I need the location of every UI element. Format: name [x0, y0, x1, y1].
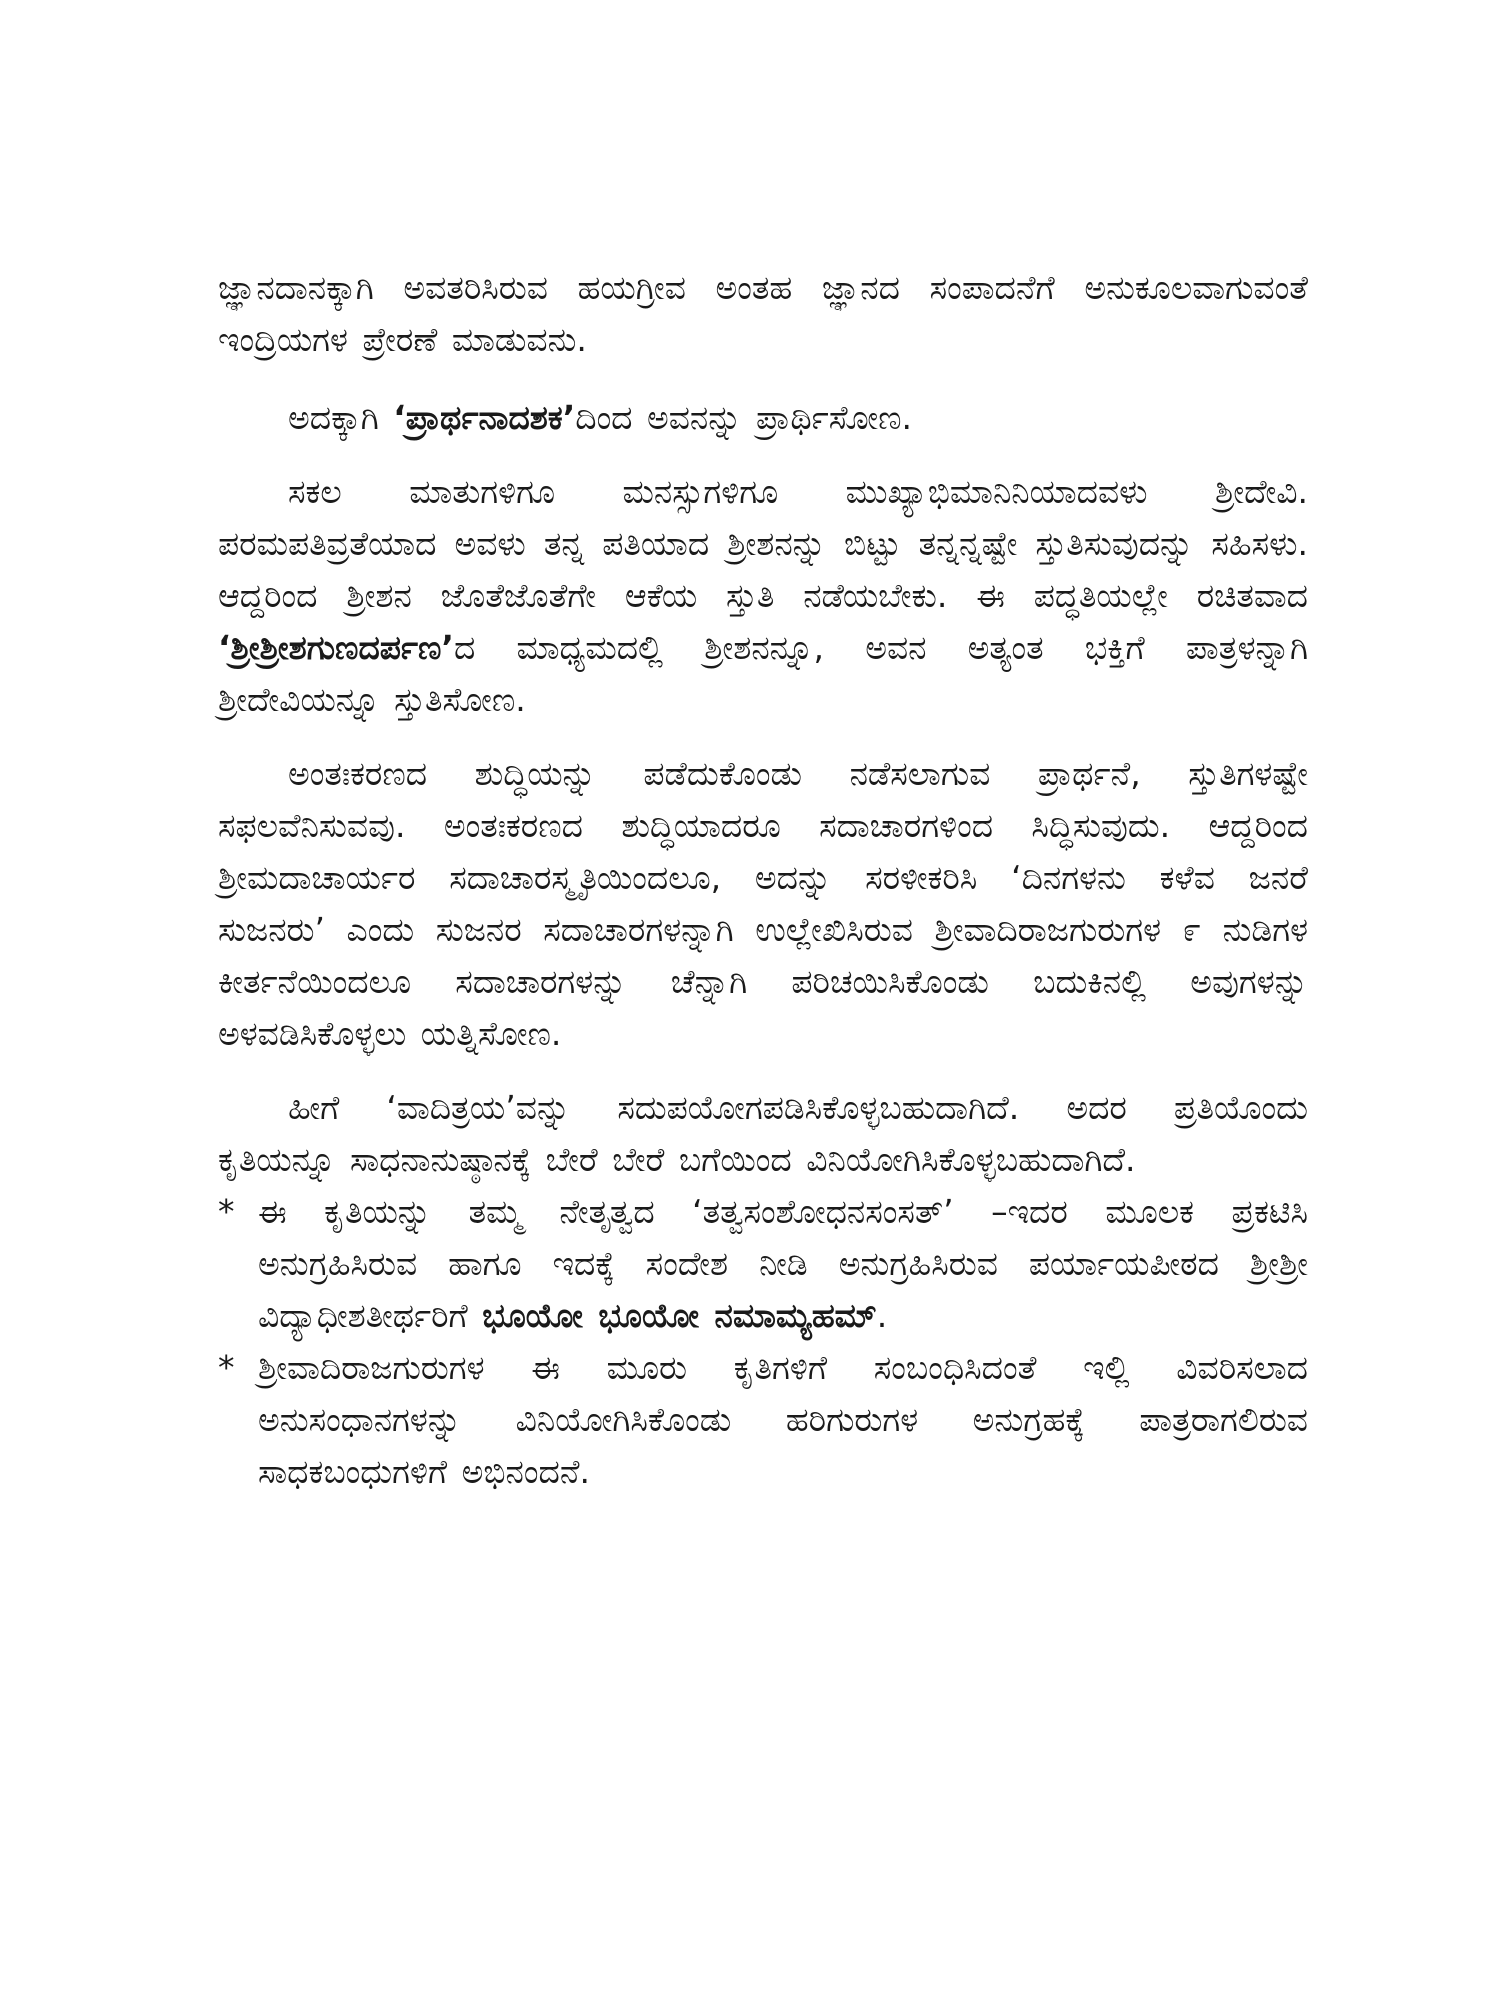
note-1-text — [258, 1186, 1308, 1342]
note-1 — [218, 1186, 1308, 1342]
paragraph-1 — [218, 262, 1308, 366]
note-2-text — [258, 1342, 1308, 1498]
note-2-bullet: * — [218, 1348, 235, 1387]
document-page — [218, 262, 1308, 1498]
note-2-body: ಶ್ರೀವಾದಿರಾಜಗುರುಗಳ ಈ ಮೂರು ಕೃತಿಗಳಿಗೆ ಸಂಬಂಧಿಸಿದಂತೆ ಇಲ್ಲಿ ವಿವರಿಸಲಾದ ಅನುಸಂಧಾನಗಳನ್ನು ವಿನಿಯೋಗಿಸಿಕೊಂಡು ಹರಿಗುರುಗಳ ಅನುಗ್ರಹಕ್ಕೆ ಪಾತ್ರರಾಗಲಿರುವ ಸಾಧಕಬಂಧುಗಳಿಗೆ ಅಭಿನಂದನೆ. — [258, 1348, 1308, 1491]
paragraph-2-post: ದಿಂದ ಅವನನ್ನು ಪ್ರಾರ್ಥಿಸೋಣ. — [575, 398, 913, 437]
note-2 — [218, 1342, 1308, 1498]
paragraph-3-title-bold: ‘ಶ್ರೀಶ್ರೀಶಗುಣದರ್ಪಣ’ — [218, 628, 454, 667]
paragraph-5-text: ಹೀಗೆ ‘ವಾದಿತ್ರಯ’ವನ್ನು ಸದುಪಯೋಗಪಡಿಸಿಕೊಳ್ಳಬಹುದಾಗಿದೆ. ಅದರ ಪ್ರತಿಯೊಂದು ಕೃತಿಯನ್ನೂ ಸಾಧನಾನುಷ್ಠಾನಕ್ಕೆ ಬೇರೆ ಬೇರೆ ಬಗೆಯಿಂದ ವಿನಿಯೋಗಿಸಿಕೊಳ್ಳಬಹುದಾಗಿದೆ. — [218, 1088, 1308, 1179]
paragraph-5 — [218, 1082, 1308, 1186]
paragraph-3 — [218, 466, 1308, 726]
paragraph-3-post: ದ ಮಾಧ್ಯಮದಲ್ಲಿ ಶ್ರೀಶನನ್ನೂ, ಅವನ ಅತ್ಯಂತ ಭಕ್ತಿಗೆ ಪಾತ್ರಳನ್ನಾಗಿ ಶ್ರೀದೇವಿಯನ್ನೂ ಸ್ತುತಿಸೋಣ. — [218, 628, 1308, 719]
note-1-pre: ಈ ಕೃತಿಯನ್ನು ತಮ್ಮ ನೇತೃತ್ವದ ‘ತತ್ವಸಂಶೋಧನಸಂಸತ್’ –ಇದರ ಮೂಲಕ ಪ್ರಕಟಿಸಿ ಅನುಗ್ರಹಿಸಿರುವ ಹಾಗೂ ಇದಕ್ಕೆ ಸಂದೇಶ ನೀಡಿ ಅನುಗ್ರಹಿಸಿರುವ ಪರ್ಯಾಯಪೀಠದ ಶ್ರೀಶ್ರೀ ವಿದ್ಯಾಧೀಶತೀರ್ಥರಿಗೆ — [258, 1192, 1308, 1335]
paragraph-4-text: ಅಂತಃಕರಣದ ಶುದ್ಧಿಯನ್ನು ಪಡೆದುಕೊಂಡು ನಡೆಸಲಾಗುವ ಪ್ರಾರ್ಥನೆ, ಸ್ತುತಿಗಳಷ್ಟೇ ಸಫಲವೆನಿಸುವವು. ಅಂತಃಕರಣದ ಶುದ್ಧಿಯಾದರೂ ಸದಾಚಾರಗಳಿಂದ ಸಿದ್ಧಿಸುವುದು. ಆದ್ದರಿಂದ ಶ್ರೀಮದಾಚಾರ್ಯರ ಸದಾಚಾರಸ್ಮೃತಿಯಿಂದಲೂ, ಅದನ್ನು ಸರಳೀಕರಿಸಿ ‘ದಿನಗಳನು ಕಳೆವ ಜನರೆ ಸುಜನರು’ ಎಂದು ಸುಜನರ ಸದಾಚಾರಗಳನ್ನಾಗಿ ಉಲ್ಲೇಖಿಸಿರುವ ಶ್ರೀವಾದಿರಾಜಗುರುಗಳ ೯ ನುಡಿಗಳ ಕೀರ್ತನೆಯಿಂದಲೂ ಸದಾಚಾರಗಳನ್ನು ಚೆನ್ನಾಗಿ ಪರಿಚಯಿಸಿಕೊಂಡು ಬದುಕಿನಲ್ಲಿ ಅವುಗಳನ್ನು ಅಳವಡಿಸಿಕೊಳ್ಳಲು ಯತ್ನಿಸೋಣ. — [218, 754, 1308, 1053]
paragraph-3-pre: ಸಕಲ ಮಾತುಗಳಿಗೂ ಮನಸ್ಸುಗಳಿಗೂ ಮುಖ್ಯಾಭಿಮಾನಿನಿಯಾದವಳು ಶ್ರೀದೇವಿ. ಪರಮಪತಿವ್ರತೆಯಾದ ಅವಳು ತನ್ನ ಪತಿಯಾದ ಶ್ರೀಶನನ್ನು ಬಿಟ್ಟು ತನ್ನನ್ನಷ್ಟೇ ಸ್ತುತಿಸುವುದನ್ನು ಸಹಿಸಳು. ಆದ್ದರಿಂದ ಶ್ರೀಶನ ಜೊತೆಜೊತೆಗೇ ಆಕೆಯ ಸ್ತುತಿ ನಡೆಯಬೇಕು. ಈ ಪದ್ಧತಿಯಲ್ಲೇ ರಚಿತವಾದ — [218, 472, 1308, 615]
note-1-post: . — [876, 1296, 888, 1335]
paragraph-2 — [218, 392, 1308, 444]
paragraph-2-title-bold: ‘ಪ್ರಾರ್ಥನಾದಶಕ’ — [393, 398, 576, 437]
paragraph-4 — [218, 748, 1308, 1060]
paragraph-2-pre: ಅದಕ್ಕಾಗಿ — [288, 398, 394, 437]
paragraph-1-text: ಜ್ಞಾನದಾನಕ್ಕಾಗಿ ಅವತರಿಸಿರುವ ಹಯಗ್ರೀವ ಅಂತಹ ಜ್ಞಾನದ ಸಂಪಾದನೆಗೆ ಅನುಕೂಲವಾಗುವಂತೆ ಇಂದ್ರಿಯಗಳ ಪ್ರೇರಣೆ ಮಾಡುವನು. — [218, 268, 1308, 359]
note-1-bullet: * — [218, 1192, 235, 1231]
note-1-bold: ಭೂಯೋ ಭೂಯೋ ನಮಾಮ್ಯಹಮ್ — [482, 1296, 877, 1335]
